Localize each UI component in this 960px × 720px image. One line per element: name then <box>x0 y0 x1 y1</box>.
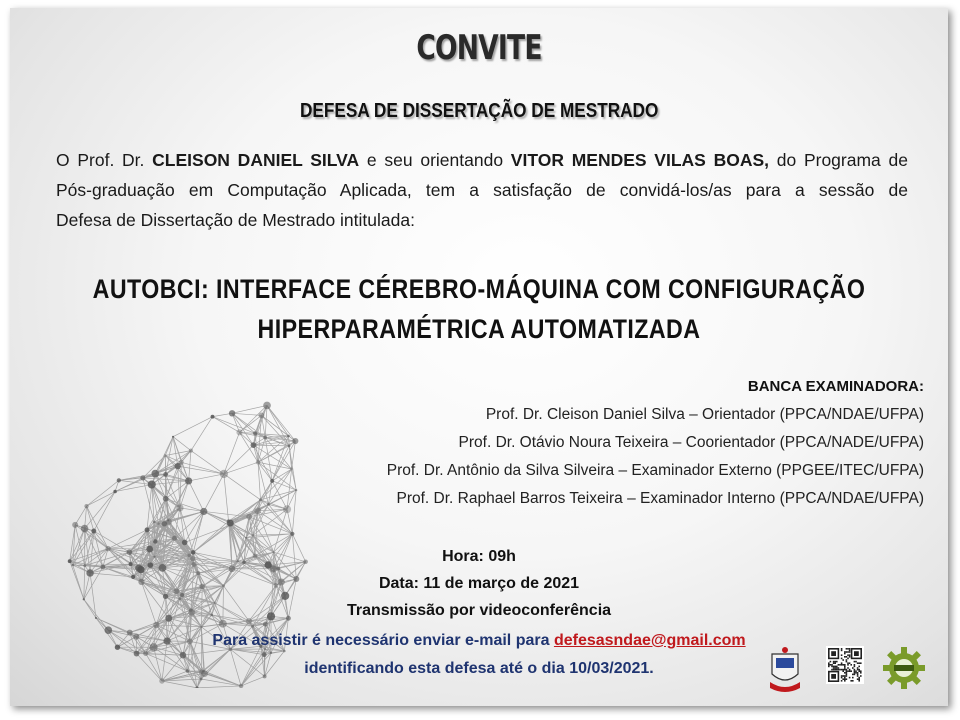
intro-line-2: Pós-graduação em Computação Aplicada, tem a satisfação de convidá-los/as para a sessão de <box>56 180 908 200</box>
intro-prefix: O Prof. Dr. <box>56 150 153 170</box>
ufpa-crest-icon <box>768 646 802 696</box>
intro-mid: e seu orientando <box>359 150 511 170</box>
instructions-prefix: Para assistir é necessário enviar e-mail para <box>212 632 554 649</box>
committee-heading: BANCA EXAMINADORA: <box>747 378 924 395</box>
committee-member: Prof. Dr. Otávio Noura Teixeira – Coorientador (PPCA/NADE/UFPA) <box>458 434 924 451</box>
instructions-line-2: identificando esta defesa até o dia 10/03/2021. <box>304 660 654 677</box>
qr-code-icon <box>826 646 864 684</box>
defense-time: Hora: 09h <box>442 548 516 565</box>
intro-line-3: Defesa de Dissertação de Mestrado intitulada: <box>56 210 415 230</box>
broadcast-mode: Transmissão por videoconferência <box>346 602 612 619</box>
dissertation-title-line-2: HIPERPARAMÉTRICA AUTOMATIZADA <box>257 314 701 344</box>
committee-member: Prof. Dr. Raphael Barros Teixeira – Examinador Interno (PPCA/NDAE/UFPA) <box>396 490 924 507</box>
advisor-name: CLEISON DANIEL SILVA <box>152 150 360 170</box>
dissertation-title-line-1: AUTOBCI: INTERFACE CÉREBRO-MÁQUINA COM CONFIGURAÇÃO <box>92 274 866 304</box>
committee-member: Prof. Dr. Antônio da Silva Silveira – Examinador Externo (PPGEE/ITEC/UFPA) <box>386 462 924 479</box>
intro-suffix: do Programa de <box>769 150 908 170</box>
ndae-gear-logo-icon <box>882 646 926 690</box>
defense-date: Data: 11 de março de 2021 <box>378 575 580 592</box>
invitation-card <box>10 8 948 706</box>
student-name: VITOR MENDES VILAS BOAS, <box>510 150 769 170</box>
instructions-line-1 <box>10 632 948 650</box>
invitation-title: CONVITE <box>416 28 542 68</box>
intro-line-1 <box>56 146 908 174</box>
invitation-subtitle: DEFESA DE DISSERTAÇÃO DE MESTRADO <box>300 100 659 122</box>
contact-email-link[interactable]: defesasndae@gmail.com <box>553 632 746 649</box>
committee-member: Prof. Dr. Cleison Daniel Silva – Orientador (PPCA/NDAE/UFPA) <box>485 406 924 423</box>
